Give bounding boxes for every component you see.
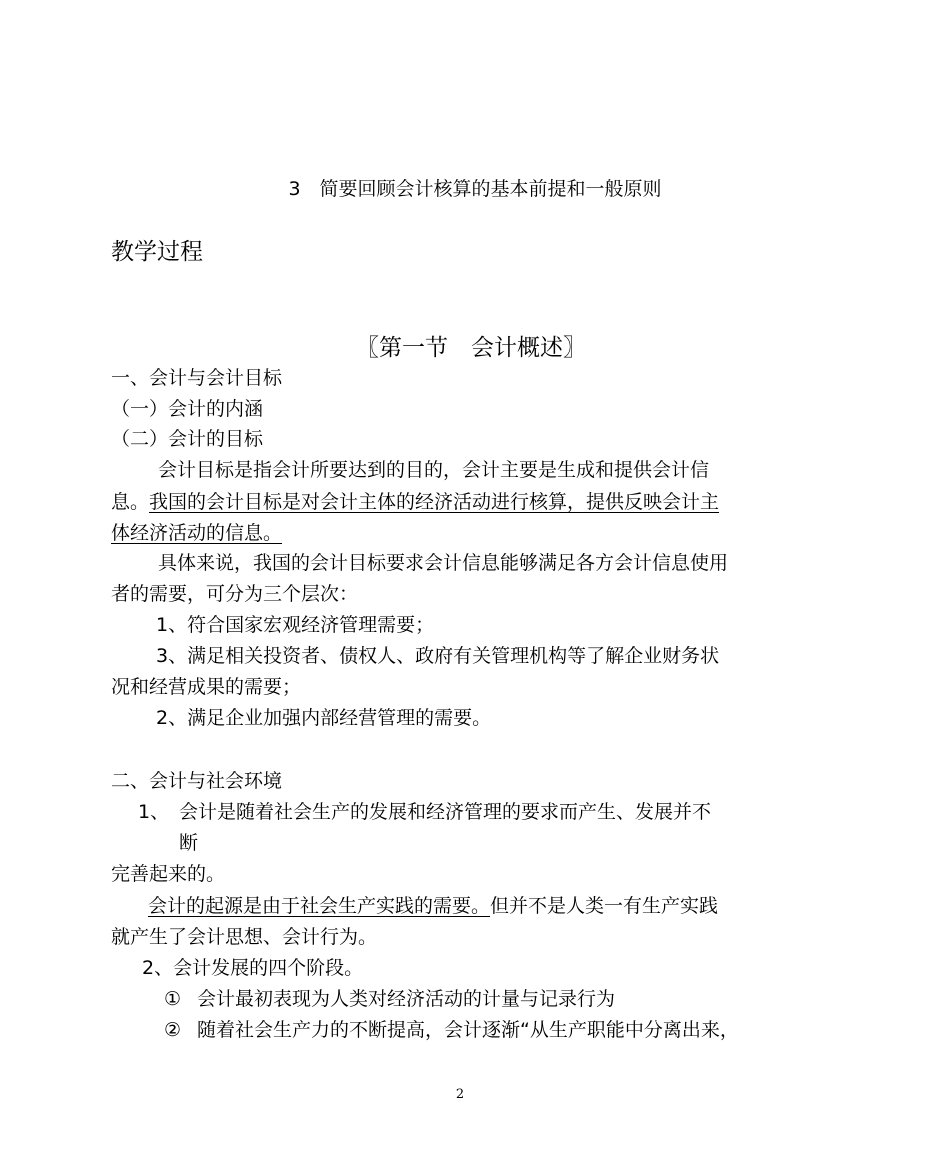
stage1-marker: ① <box>164 988 182 1010</box>
para2-line2: 者的需要，可分为三个层次： <box>111 583 359 605</box>
para1-line2-underlined: 我国的会计目标是对会计主体的经济活动进行核算，提供反映会计主 <box>149 491 720 513</box>
page-number: 2 <box>455 1087 465 1102</box>
objective-3-text: 3 简要回顾会计核算的基本前提和一般原则 <box>288 178 662 200</box>
list-item-1: 1、符合国家宏观经济管理需要； <box>156 614 435 636</box>
para1-line2-plain: 息。 <box>111 491 150 513</box>
list-item-3-line1: 3、满足相关投资者、债权人、政府有关管理机构等了解企业财务状 <box>156 645 720 667</box>
part1-sub1: （一）会计的内涵 <box>111 398 264 420</box>
origin-paragraph-line2: 就产生了会计思想、会计行为。 <box>111 926 378 948</box>
part2-item1-line2: 断 <box>179 832 199 854</box>
stage2-text: 随着社会生产力的不断提高，会计逐渐“从生产职能中分离出来， <box>197 1019 739 1041</box>
teaching-process-heading: 教学过程 <box>111 239 203 265</box>
origin-underlined: 会计的起源是由于社会生产实践的需要。 <box>148 895 491 917</box>
list-item-3-line2: 况和经营成果的需要； <box>111 676 302 698</box>
part1-heading: 一、会计与会计目标 <box>111 367 283 389</box>
list-item-2: 2、满足企业加强内部经营管理的需要。 <box>156 707 492 729</box>
origin-rest: 但并不是人类一有生产实践 <box>490 895 719 917</box>
part2-heading: 二、会计与社会环境 <box>111 770 283 792</box>
para1-line2 <box>111 489 719 515</box>
part2-item1-line1: 会计是随着社会生产的发展和经济管理的要求而产生、发展并不 <box>179 801 712 823</box>
section-title: 〖第一节 会计概述〗 <box>356 335 586 361</box>
part2-item2: 2、会计发展的四个阶段。 <box>142 957 364 979</box>
part1-sub2: （二）会计的目标 <box>111 428 264 450</box>
part2-item1-number: 1、 <box>138 801 170 823</box>
stage2-marker: ② <box>164 1019 182 1041</box>
stage1-text: 会计最初表现为人类对经济活动的计量与记录行为 <box>197 988 616 1010</box>
part2-item1-line3: 完善起来的。 <box>111 863 226 885</box>
origin-paragraph-line1 <box>148 893 718 919</box>
para2-line1: 具体来说，我国的会计目标要求会计信息能够满足各方会计信息使用 <box>158 552 729 574</box>
para1-line3: 体经济活动的信息。 <box>111 522 283 544</box>
para1-line1: 会计目标是指会计所要达到的目的，会计主要是生成和提供会计信 <box>158 459 710 481</box>
